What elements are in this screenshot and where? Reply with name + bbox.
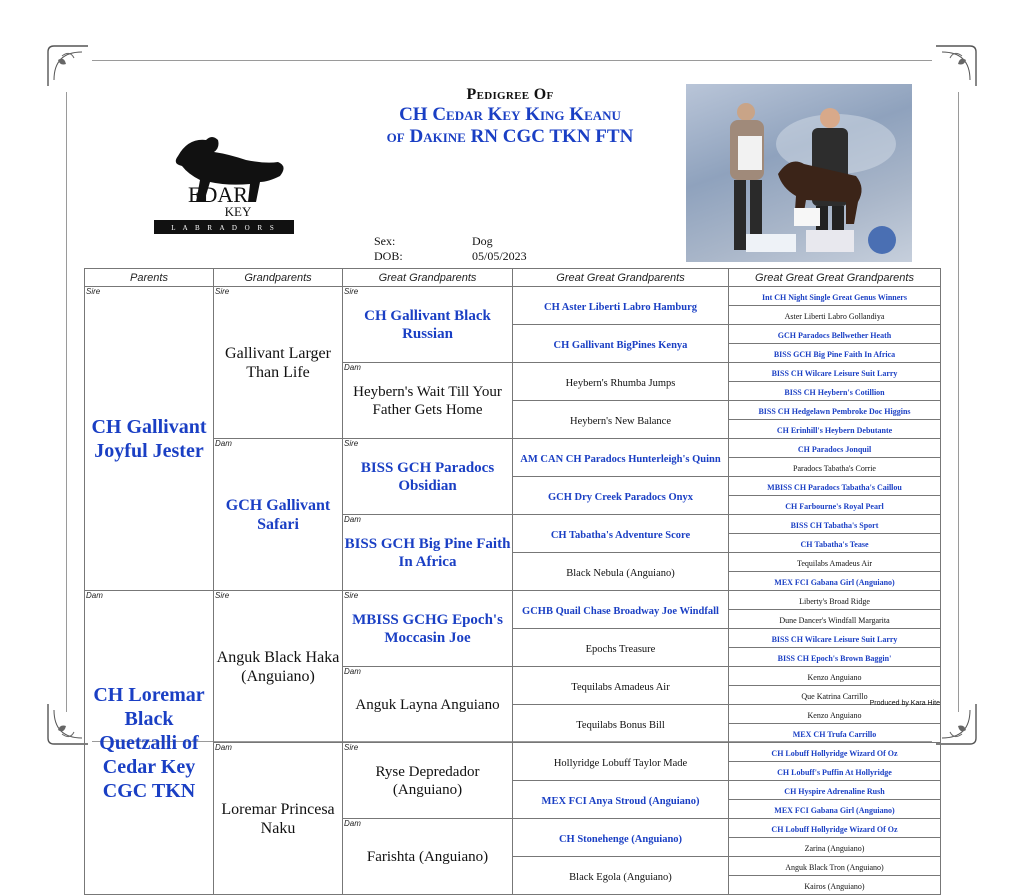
gg-grandparent-cell: AM CAN CH Paradocs Hunterleigh's Quinn <box>513 439 729 477</box>
great-grandparent-name: Anguk Layna Anguiano <box>355 696 500 713</box>
title-block <box>340 86 680 148</box>
col-header-ggg-grandparents: Great Great Great Grandparents <box>729 269 941 287</box>
grandparent-name: GCH Gallivant Safari <box>225 496 331 533</box>
col-header-parents: Parents <box>85 269 214 287</box>
col-header-grandparents: Grandparents <box>214 269 343 287</box>
great-grandparent-cell: Dam Anguk Layna Anguiano <box>343 667 513 743</box>
ggg-grandparent-cell: BISS CH Heybern's Cotillion <box>729 382 941 401</box>
great-grandparent-cell: Sire BISS GCH Paradocs Obsidian <box>343 439 513 515</box>
ggg-grandparent-cell: Kenzo Anguiano <box>729 705 941 724</box>
frame-left-line <box>66 92 67 712</box>
gg-grandparent-cell: Hollyridge Lobuff Taylor Made <box>513 743 729 781</box>
gg-grandparent-cell: Heybern's New Balance <box>513 401 729 439</box>
dog-name-line2: of Dakine RN CGC TKN FTN <box>386 126 634 147</box>
ggg-grandparent-cell: Int CH Night Single Great Genus Winners <box>729 287 941 306</box>
ggg-grandparent-cell: MEX CH Trufa Carrillo <box>729 724 941 743</box>
ggg-grandparent-cell: CH Lobuff's Puffin At Hollyridge <box>729 762 941 781</box>
sex-label: Sex: <box>374 234 396 248</box>
dob-value: 05/05/2023 <box>472 249 527 263</box>
great-grandparent-name: MBISS GCHG Epoch's Moccasin Joe <box>352 611 503 646</box>
ggg-grandparent-cell: BISS CH Hedgelawn Pembroke Doc Higgins <box>729 401 941 420</box>
ggg-grandparent-cell: CH Lobuff Hollyridge Wizard Of Oz <box>729 819 941 838</box>
great-grandparent-name: Ryse Depredador (Anguiano) <box>375 763 480 798</box>
grandparent-cell: Sire Anguk Black Haka (Anguiano) <box>214 591 343 743</box>
great-grandparent-cell: Dam Farishta (Anguiano) <box>343 819 513 895</box>
gg-grandparent-cell: Heybern's Rhumba Jumps <box>513 363 729 401</box>
great-grandparent-name: BISS GCH Paradocs Obsidian <box>360 459 495 494</box>
ggg-grandparent-cell: Paradocs Tabatha's Corrie <box>729 458 941 477</box>
gg-grandparent-cell: Tequilabs Amadeus Air <box>513 667 729 705</box>
labrador-silhouette-icon <box>148 126 298 236</box>
great-grandparent-cell: Sire Ryse Depredador (Anguiano) <box>343 743 513 819</box>
ggg-grandparent-cell: Kairos (Anguiano) <box>729 876 941 895</box>
great-grandparent-cell: Dam BISS GCH Big Pine Faith In Africa <box>343 515 513 591</box>
ggg-grandparent-cell: CH Lobuff Hollyridge Wizard Of Oz <box>729 743 941 762</box>
dog-show-photo <box>686 84 912 262</box>
grandparent-name: Anguk Black Haka (Anguiano) <box>216 648 340 685</box>
ggg-grandparent-cell: Que Katrina Carrillo <box>729 686 941 705</box>
ggg-grandparent-cell: BISS GCH Big Pine Faith In Africa <box>729 344 941 363</box>
show-photo-icon <box>686 84 912 262</box>
produced-by-credit: Produced by Kara Hite <box>869 700 940 707</box>
ggg-grandparent-cell: CH Hyspire Adrenaline Rush <box>729 781 941 800</box>
col-header-gg-grandparents: Great Great Grandparents <box>513 269 729 287</box>
great-grandparent-cell: Sire MBISS GCHG Epoch's Moccasin Joe <box>343 591 513 667</box>
grandparent-name: Loremar Princesa Naku <box>221 800 335 837</box>
grandparent-cell: Sire Gallivant Larger Than Life <box>214 287 343 439</box>
ggg-grandparent-cell: Tequilabs Amadeus Air <box>729 553 941 572</box>
parent-cell: Dam CH Loremar Black Quetzalli of Cedar Key CGC TKN <box>85 591 214 895</box>
great-grandparent-name: BISS GCH Big Pine Faith In Africa <box>344 535 511 570</box>
cedar-key-logo <box>148 126 298 236</box>
column-header-row <box>85 269 941 287</box>
gg-grandparent-cell: GCHB Quail Chase Broadway Joe Windfall <box>513 591 729 629</box>
grandparent-cell: Dam Loremar Princesa Naku <box>214 743 343 895</box>
pedigree-table <box>84 268 941 895</box>
ggg-grandparent-cell: Liberty's Broad Ridge <box>729 591 941 610</box>
gg-grandparent-cell: Epochs Treasure <box>513 629 729 667</box>
svg-text:KEY: KEY <box>224 204 252 219</box>
great-grandparent-name: Farishta (Anguiano) <box>366 848 489 865</box>
sex-value: Dog <box>472 234 493 248</box>
gg-grandparent-cell: CH Aster Liberti Labro Hamburg <box>513 287 729 325</box>
dog-name-line1: CH Cedar Key King Keanu <box>399 104 621 125</box>
frame-right-line <box>958 92 959 712</box>
gg-grandparent-cell: CH Stonehenge (Anguiano) <box>513 819 729 857</box>
great-grandparent-cell: Sire CH Gallivant Black Russian <box>343 287 513 363</box>
col-header-great-grandparents: Great Grandparents <box>343 269 513 287</box>
ggg-grandparent-cell: Anguk Black Tron (Anguiano) <box>729 857 941 876</box>
ggg-grandparent-cell: MEX FCI Gabana Girl (Anguiano) <box>729 572 941 591</box>
gg-grandparent-cell: CH Tabatha's Adventure Score <box>513 515 729 553</box>
ggg-grandparent-cell: CH Erinhill's Heybern Debutante <box>729 420 941 439</box>
corner-ornament-top-left-icon <box>44 42 92 90</box>
ggg-grandparent-cell: CH Paradocs Jonquil <box>729 439 941 458</box>
ggg-grandparent-cell: Kenzo Anguiano <box>729 667 941 686</box>
ggg-grandparent-cell: BISS CH Epoch's Brown Baggin' <box>729 648 941 667</box>
ggg-grandparent-cell: GCH Paradocs Bellwether Heath <box>729 325 941 344</box>
gg-grandparent-cell: CH Gallivant BigPines Kenya <box>513 325 729 363</box>
parent-name: CH Gallivant Joyful Jester <box>91 415 207 462</box>
grandparent-name: Gallivant Larger Than Life <box>225 344 331 381</box>
ggg-grandparent-cell: BISS CH Wilcare Leisure Suit Larry <box>729 363 941 382</box>
corner-ornament-top-right-icon <box>932 42 980 90</box>
pedigree-of-label: Pedigree Of <box>466 86 554 103</box>
gg-grandparent-cell: GCH Dry Creek Paradocs Onyx <box>513 477 729 515</box>
great-grandparent-name: CH Gallivant Black Russian <box>364 307 491 342</box>
logo-brand-text: EDAR <box>188 182 248 207</box>
parent-name: CH Loremar Black Quetzalli of Cedar Key CGC TKN <box>93 683 205 802</box>
gg-grandparent-cell: Tequilabs Bonus Bill <box>513 705 729 743</box>
frame-top-line <box>92 60 932 61</box>
parent-cell: Sire CH Gallivant Joyful Jester <box>85 287 214 591</box>
dog-info <box>374 234 527 264</box>
logo-sub-text: L A B R A D O R S <box>171 224 277 232</box>
ggg-grandparent-cell: MEX FCI Gabana Girl (Anguiano) <box>729 800 941 819</box>
gg-grandparent-cell: Black Nebula (Anguiano) <box>513 553 729 591</box>
ggg-grandparent-cell: CH Tabatha's Tease <box>729 534 941 553</box>
ggg-grandparent-cell: CH Farbourne's Royal Pearl <box>729 496 941 515</box>
dob-label: DOB: <box>374 249 403 263</box>
great-grandparent-cell: Dam Heybern's Wait Till Your Father Gets Home <box>343 363 513 439</box>
grandparent-cell: Dam GCH Gallivant Safari <box>214 439 343 591</box>
ggg-grandparent-cell: Zarina (Anguiano) <box>729 838 941 857</box>
ggg-grandparent-cell: Dune Dancer's Windfall Margarita <box>729 610 941 629</box>
ggg-grandparent-cell: BISS CH Wilcare Leisure Suit Larry <box>729 629 941 648</box>
ggg-grandparent-cell: MBISS CH Paradocs Tabatha's Caillou <box>729 477 941 496</box>
gg-grandparent-cell: MEX FCI Anya Stroud (Anguiano) <box>513 781 729 819</box>
ggg-grandparent-cell: Aster Liberti Labro Gollandiya <box>729 306 941 325</box>
ggg-grandparent-cell: BISS CH Tabatha's Sport <box>729 515 941 534</box>
gg-grandparent-cell: Black Egola (Anguiano) <box>513 857 729 895</box>
great-grandparent-name: Heybern's Wait Till Your Father Gets Home <box>353 383 502 418</box>
